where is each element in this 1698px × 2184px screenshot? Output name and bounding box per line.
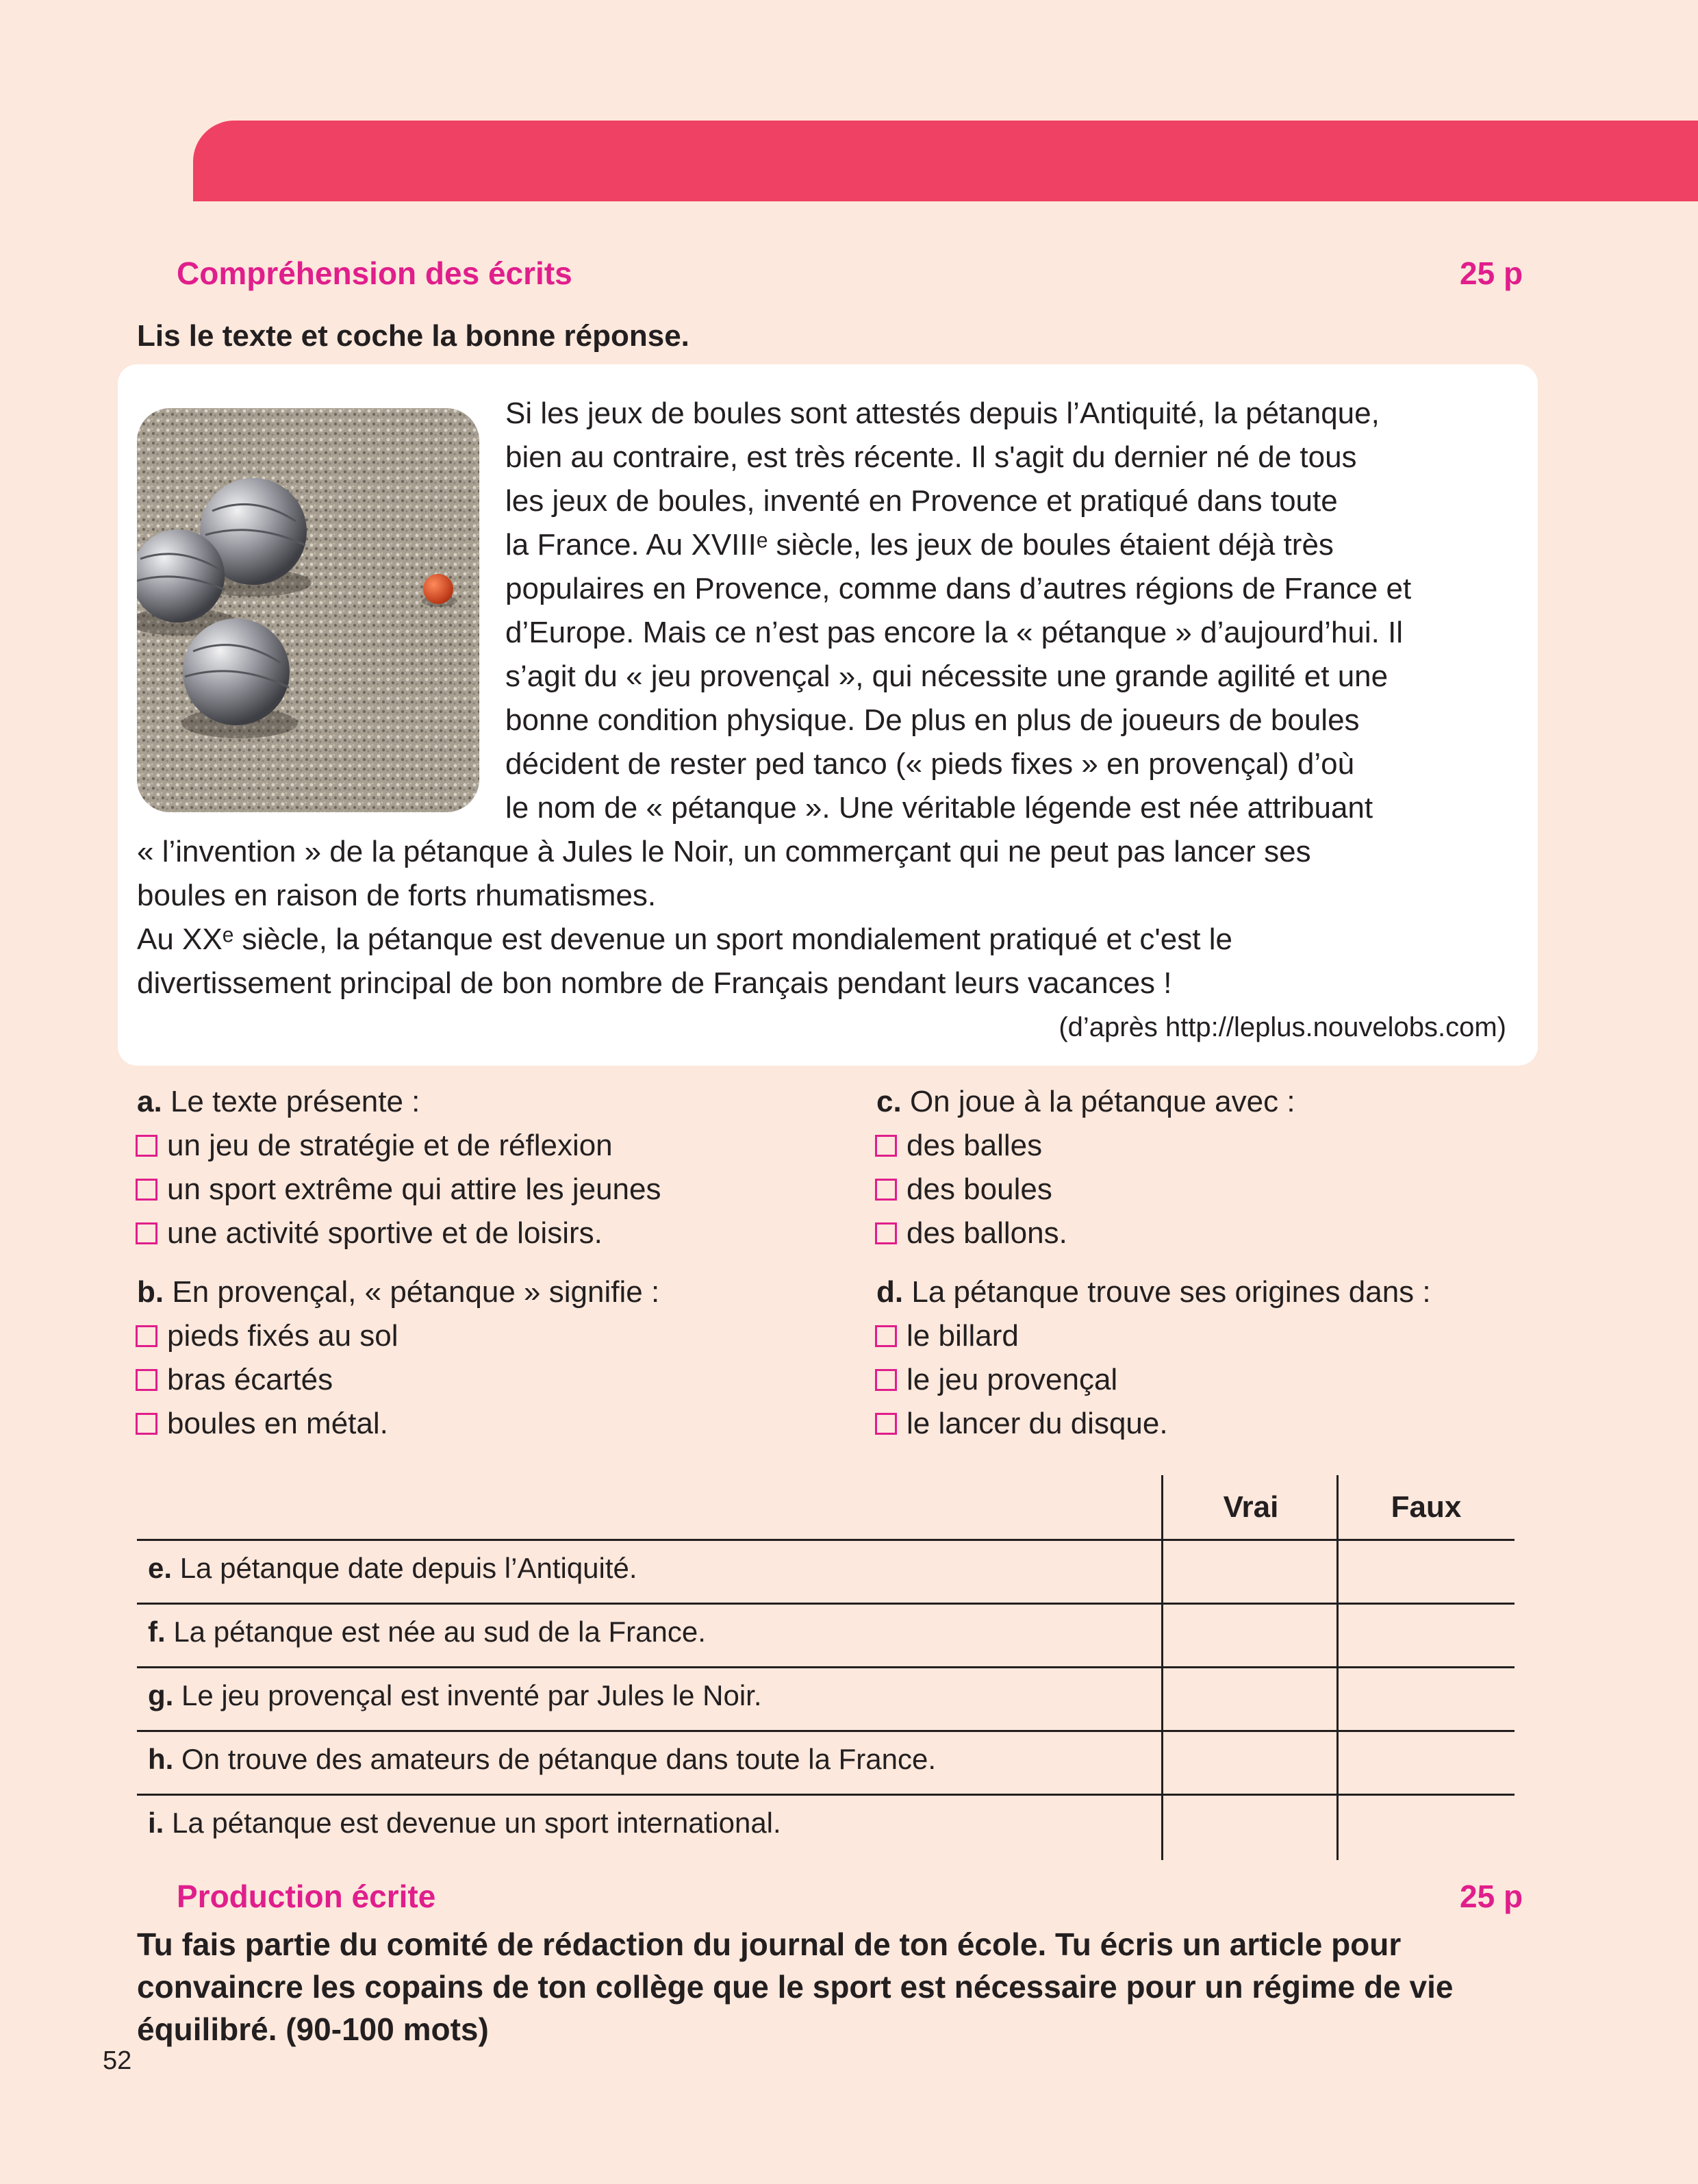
checkbox[interactable]: [875, 1413, 897, 1435]
text-line-12: boules en raison de forts rhumatismes.: [137, 879, 657, 912]
question-a: a. Le texte présente :: [137, 1085, 420, 1118]
option-c-1[interactable]: des balles: [875, 1129, 1042, 1163]
text-line-7: s’agit du « jeu provençal », qui nécessite une grande agilité et une: [505, 660, 1389, 693]
checkbox[interactable]: [875, 1222, 897, 1244]
table-row: i. La pétanque est devenue un sport international.: [137, 1794, 1515, 1859]
text-line-1: Si les jeux de boules sont attestés depuis l’Antiquité, la pétanque,: [505, 397, 1380, 430]
text-line-2: bien au contraire, est très récente. Il s'agit du dernier né de tous: [505, 440, 1357, 474]
text-line-13: Au XXᵉ siècle, la pétanque est devenue un sport mondialement pratiqué et c'est le: [137, 922, 1232, 956]
option-c-3[interactable]: des ballons.: [875, 1216, 1067, 1251]
reading-section-title: Compréhension des écrits: [177, 255, 572, 291]
text-line-9: décident de rester ped tanco (« pieds fixes » en provençal) d’où: [505, 747, 1355, 781]
vrai-cell[interactable]: [1163, 1605, 1337, 1668]
faux-cell[interactable]: [1339, 1796, 1512, 1859]
checkbox[interactable]: [136, 1179, 157, 1201]
checkbox[interactable]: [136, 1135, 157, 1157]
column-header-faux: Faux: [1391, 1490, 1462, 1524]
option-a-2[interactable]: un sport extrême qui attire les jeunes: [136, 1172, 661, 1207]
checkbox[interactable]: [875, 1369, 897, 1391]
question-b: b. En provençal, « pétanque » signifie :: [137, 1275, 660, 1309]
option-b-2[interactable]: bras écartés: [136, 1363, 333, 1397]
option-d-2[interactable]: le jeu provençal: [875, 1363, 1117, 1397]
table-row: e. La pétanque date depuis l’Antiquité.: [137, 1539, 1515, 1605]
vrai-cell[interactable]: [1163, 1541, 1337, 1605]
option-a-1[interactable]: un jeu de stratégie et de réflexion: [136, 1129, 613, 1163]
text-line-6: d’Europe. Mais ce n’est pas encore la « pétanque » d’aujourd’hui. Il: [505, 616, 1404, 649]
checkbox[interactable]: [136, 1413, 157, 1435]
header-band: [193, 121, 1698, 201]
option-b-1[interactable]: pieds fixés au sol: [136, 1319, 398, 1353]
option-d-3[interactable]: le lancer du disque.: [875, 1407, 1168, 1441]
source-citation: (d’après http://leplus.nouvelobs.com): [1059, 1012, 1506, 1042]
text-line-10: le nom de « pétanque ». Une véritable légende est née attribuant: [505, 791, 1373, 825]
text-line-11: « l’invention » de la pétanque à Jules le Noir, un commerçant qui ne peut pas lancer ses: [137, 835, 1311, 868]
table-row: h. On trouve des amateurs de pétanque dans toute la France.: [137, 1730, 1515, 1796]
question-d: d. La pétanque trouve ses origines dans :: [876, 1275, 1431, 1309]
question-c: c. On joue à la pétanque avec :: [876, 1085, 1295, 1118]
checkbox[interactable]: [136, 1222, 157, 1244]
writing-points: 25 p: [1460, 1879, 1523, 1914]
faux-cell[interactable]: [1339, 1668, 1512, 1732]
vrai-cell[interactable]: [1163, 1668, 1337, 1732]
writing-section-title: Production écrite: [177, 1879, 436, 1914]
faux-cell[interactable]: [1339, 1605, 1512, 1668]
page-number: 52: [103, 2046, 132, 2075]
reading-instruction: Lis le texte et coche la bonne réponse.: [137, 319, 689, 353]
text-line-4: la France. Au XVIIIᵉ siècle, les jeux de boules étaient déjà très: [505, 528, 1334, 562]
table-row: g. Le jeu provençal est inventé par Jules le Noir.: [137, 1666, 1515, 1732]
vrai-cell[interactable]: [1163, 1732, 1337, 1796]
option-a-3[interactable]: une activité sportive et de loisirs.: [136, 1216, 603, 1251]
text-line-14: divertissement principal de bon nombre de Français pendant leurs vacances !: [137, 966, 1172, 1000]
text-line-8: bonne condition physique. De plus en plus de joueurs de boules: [505, 703, 1360, 737]
reading-points: 25 p: [1460, 255, 1523, 291]
petanque-balls-photo: [137, 408, 479, 812]
option-b-3[interactable]: boules en métal.: [136, 1407, 388, 1441]
vrai-cell[interactable]: [1163, 1796, 1337, 1859]
text-line-5: populaires en Provence, comme dans d’autres régions de France et: [505, 572, 1412, 605]
checkbox[interactable]: [136, 1369, 157, 1391]
checkbox[interactable]: [875, 1135, 897, 1157]
checkbox[interactable]: [875, 1325, 897, 1347]
option-c-2[interactable]: des boules: [875, 1172, 1052, 1207]
faux-cell[interactable]: [1339, 1732, 1512, 1796]
option-d-1[interactable]: le billard: [875, 1319, 1019, 1353]
column-header-vrai: Vrai: [1223, 1490, 1279, 1524]
faux-cell[interactable]: [1339, 1541, 1512, 1605]
checkbox[interactable]: [136, 1325, 157, 1347]
writing-task: Tu fais partie du comité de rédaction du journal de ton école. Tu écris un article pour convaincre les copains de ton collège que le sport est nécessaire pour un régime de vie équilibré. (90-100 mots): [137, 1926, 1454, 2047]
table-row: f. La pétanque est née au sud de la France.: [137, 1603, 1515, 1668]
text-line-3: les jeux de boules, inventé en Provence et pratiqué dans toute: [505, 484, 1338, 518]
checkbox[interactable]: [875, 1179, 897, 1201]
